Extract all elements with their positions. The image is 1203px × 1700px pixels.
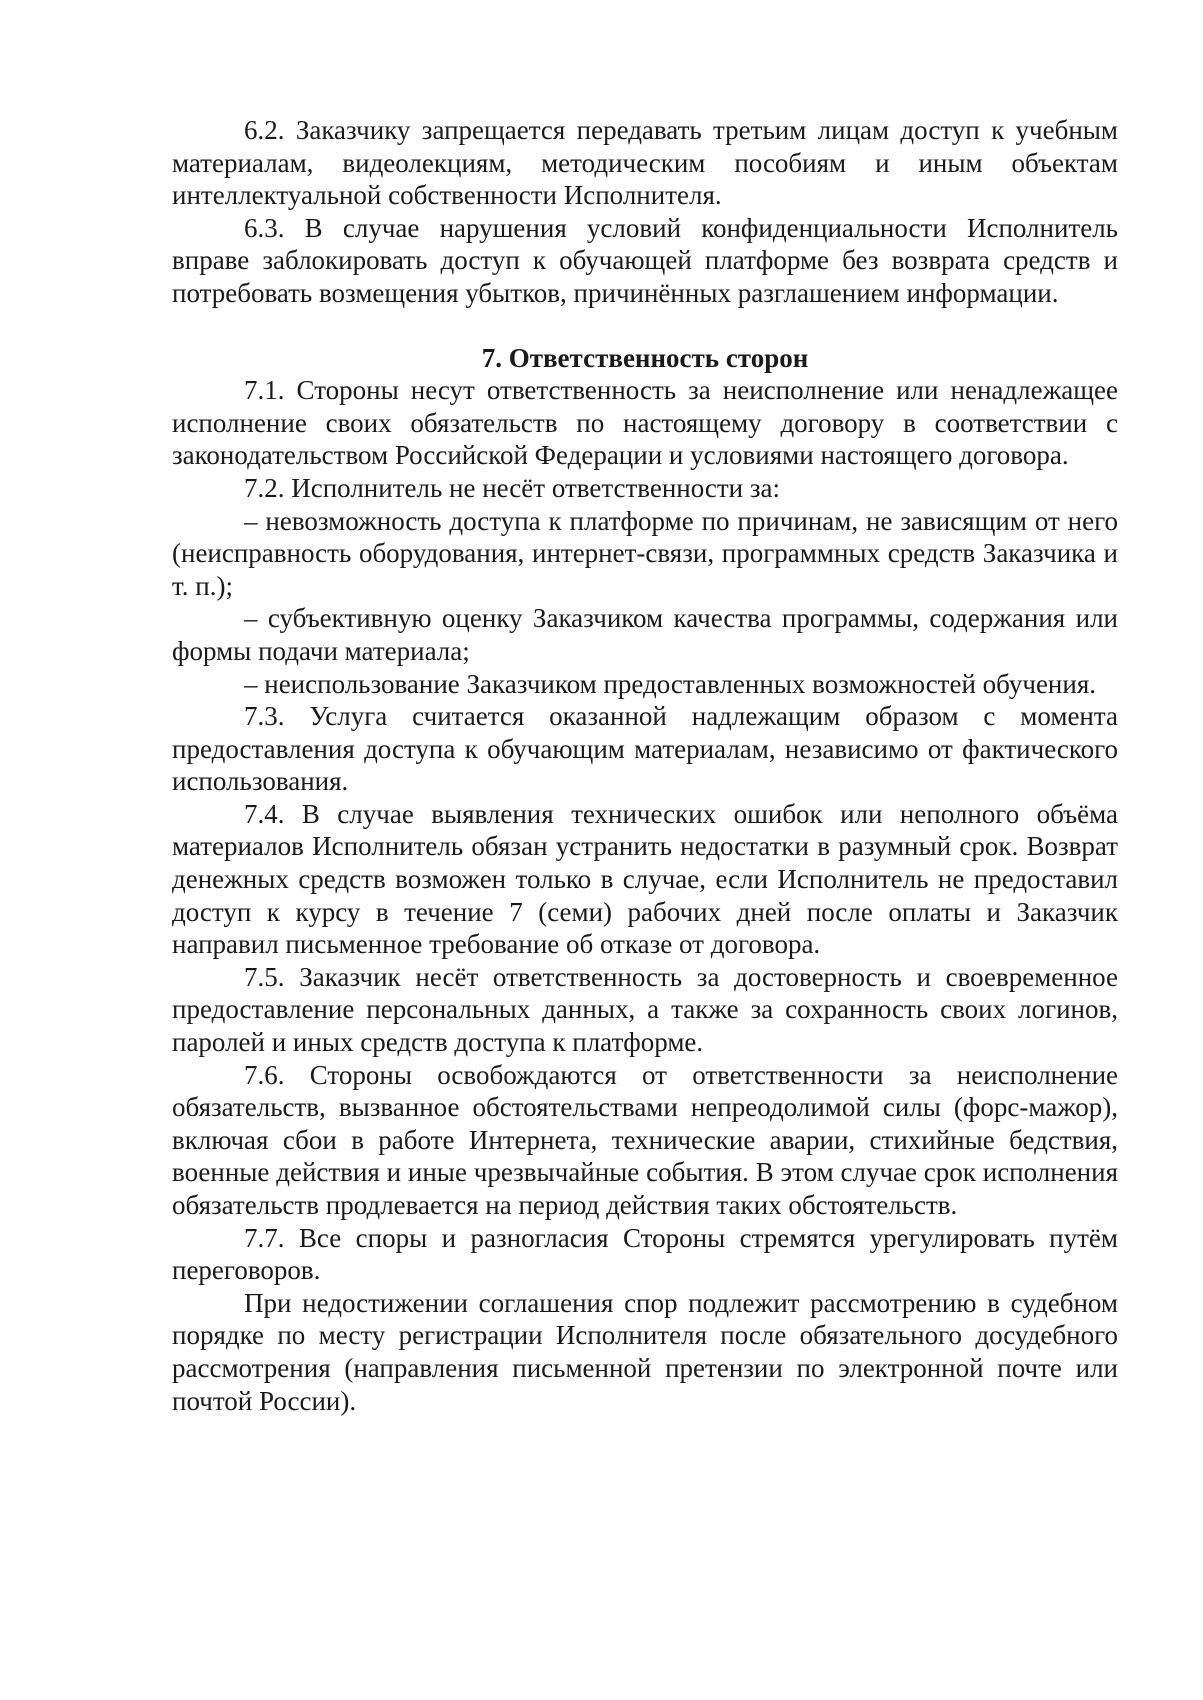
paragraph-6-3: 6.3. В случае нарушения условий конфиденциальности Исполнитель вправе заблокировать доступ к обучающей платформе без возврата средств и потребовать возмещения убытков, причинённых разглашением информации. [172,212,1118,308]
paragraph-7-1: 7.1. Стороны несут ответственность за неисполнение или ненадлежащее исполнение своих обязательств по настоящему договору в соответствии с законодательством Российской Федерации и условиями настоящего договора. [172,375,1118,471]
paragraph-7-5: 7.5. Заказчик несёт ответственность за достоверность и своевременное предоставление персональных данных, а также за сохранность своих логинов, паролей и иных средств доступа к платформе. [172,961,1118,1058]
paragraph-7-3: 7.3. Услуга считается оказанной надлежащим образом с момента предоставления доступа к обучающим материалам, независимо от фактического использования. [172,701,1118,797]
section-heading-7: 7. Ответственность сторон [481,342,809,373]
paragraph-6-2: 6.2. Заказчику запрещается передавать третьим лицам доступ к учебным материалам, видеолекциям, методическим пособиям и иным объектам интеллектуальной собственности Исполнителя. [172,115,1118,211]
list-item-7-2-a: – невозможность доступа к платформе по причинам, не зависящим от него (неисправность оборудования, интернет-связи, программных средств Заказчика и т. п.); [172,505,1118,601]
paragraph-7-2: 7.2. Исполнитель не несёт ответственности за: [244,472,781,503]
document-body [172,114,1118,1417]
list-item-7-2-b: – субъективную оценку Заказчиком качества программы, содержания или формы подачи материала; [172,603,1118,666]
paragraph-7-6: 7.6. Стороны освобождаются от ответственности за неисполнение обязательств, вызванное обстоятельствами непреодолимой силы (форс-мажор), включая сбои в работе Интернета, технические аварии, стихийные бедствия, военные действия и иные чрезвычайные события. В этом случае срок исполнения обязательств продлевается на период действия таких обстоятельств. [172,1059,1118,1220]
paragraph-7-7-continuation: При недостижении соглашения спор подлежит рассмотрению в судебном порядке по месту регистрации Исполнителя после обязательного досудебного рассмотрения (направления письменной претензии по электронной почте или почтой России). [172,1287,1118,1416]
paragraph-7-7: 7.7. Все споры и разногласия Стороны стремятся урегулировать путём переговоров. [172,1222,1118,1286]
paragraph-7-4: 7.4. В случае выявления технических ошибок или неполного объёма материалов Исполнитель обязан устранить недостатки в разумный срок. Возврат денежных средств возможен только в случае, если Исполнитель не предоставил доступ к курсу в течение 7 (семи) рабочих дней после оплаты и Заказчик направил письменное требование об отказе от договора. [172,798,1118,960]
list-item-7-2-c: – неиспользование Заказчиком предоставленных возможностей обучения. [244,668,1097,699]
